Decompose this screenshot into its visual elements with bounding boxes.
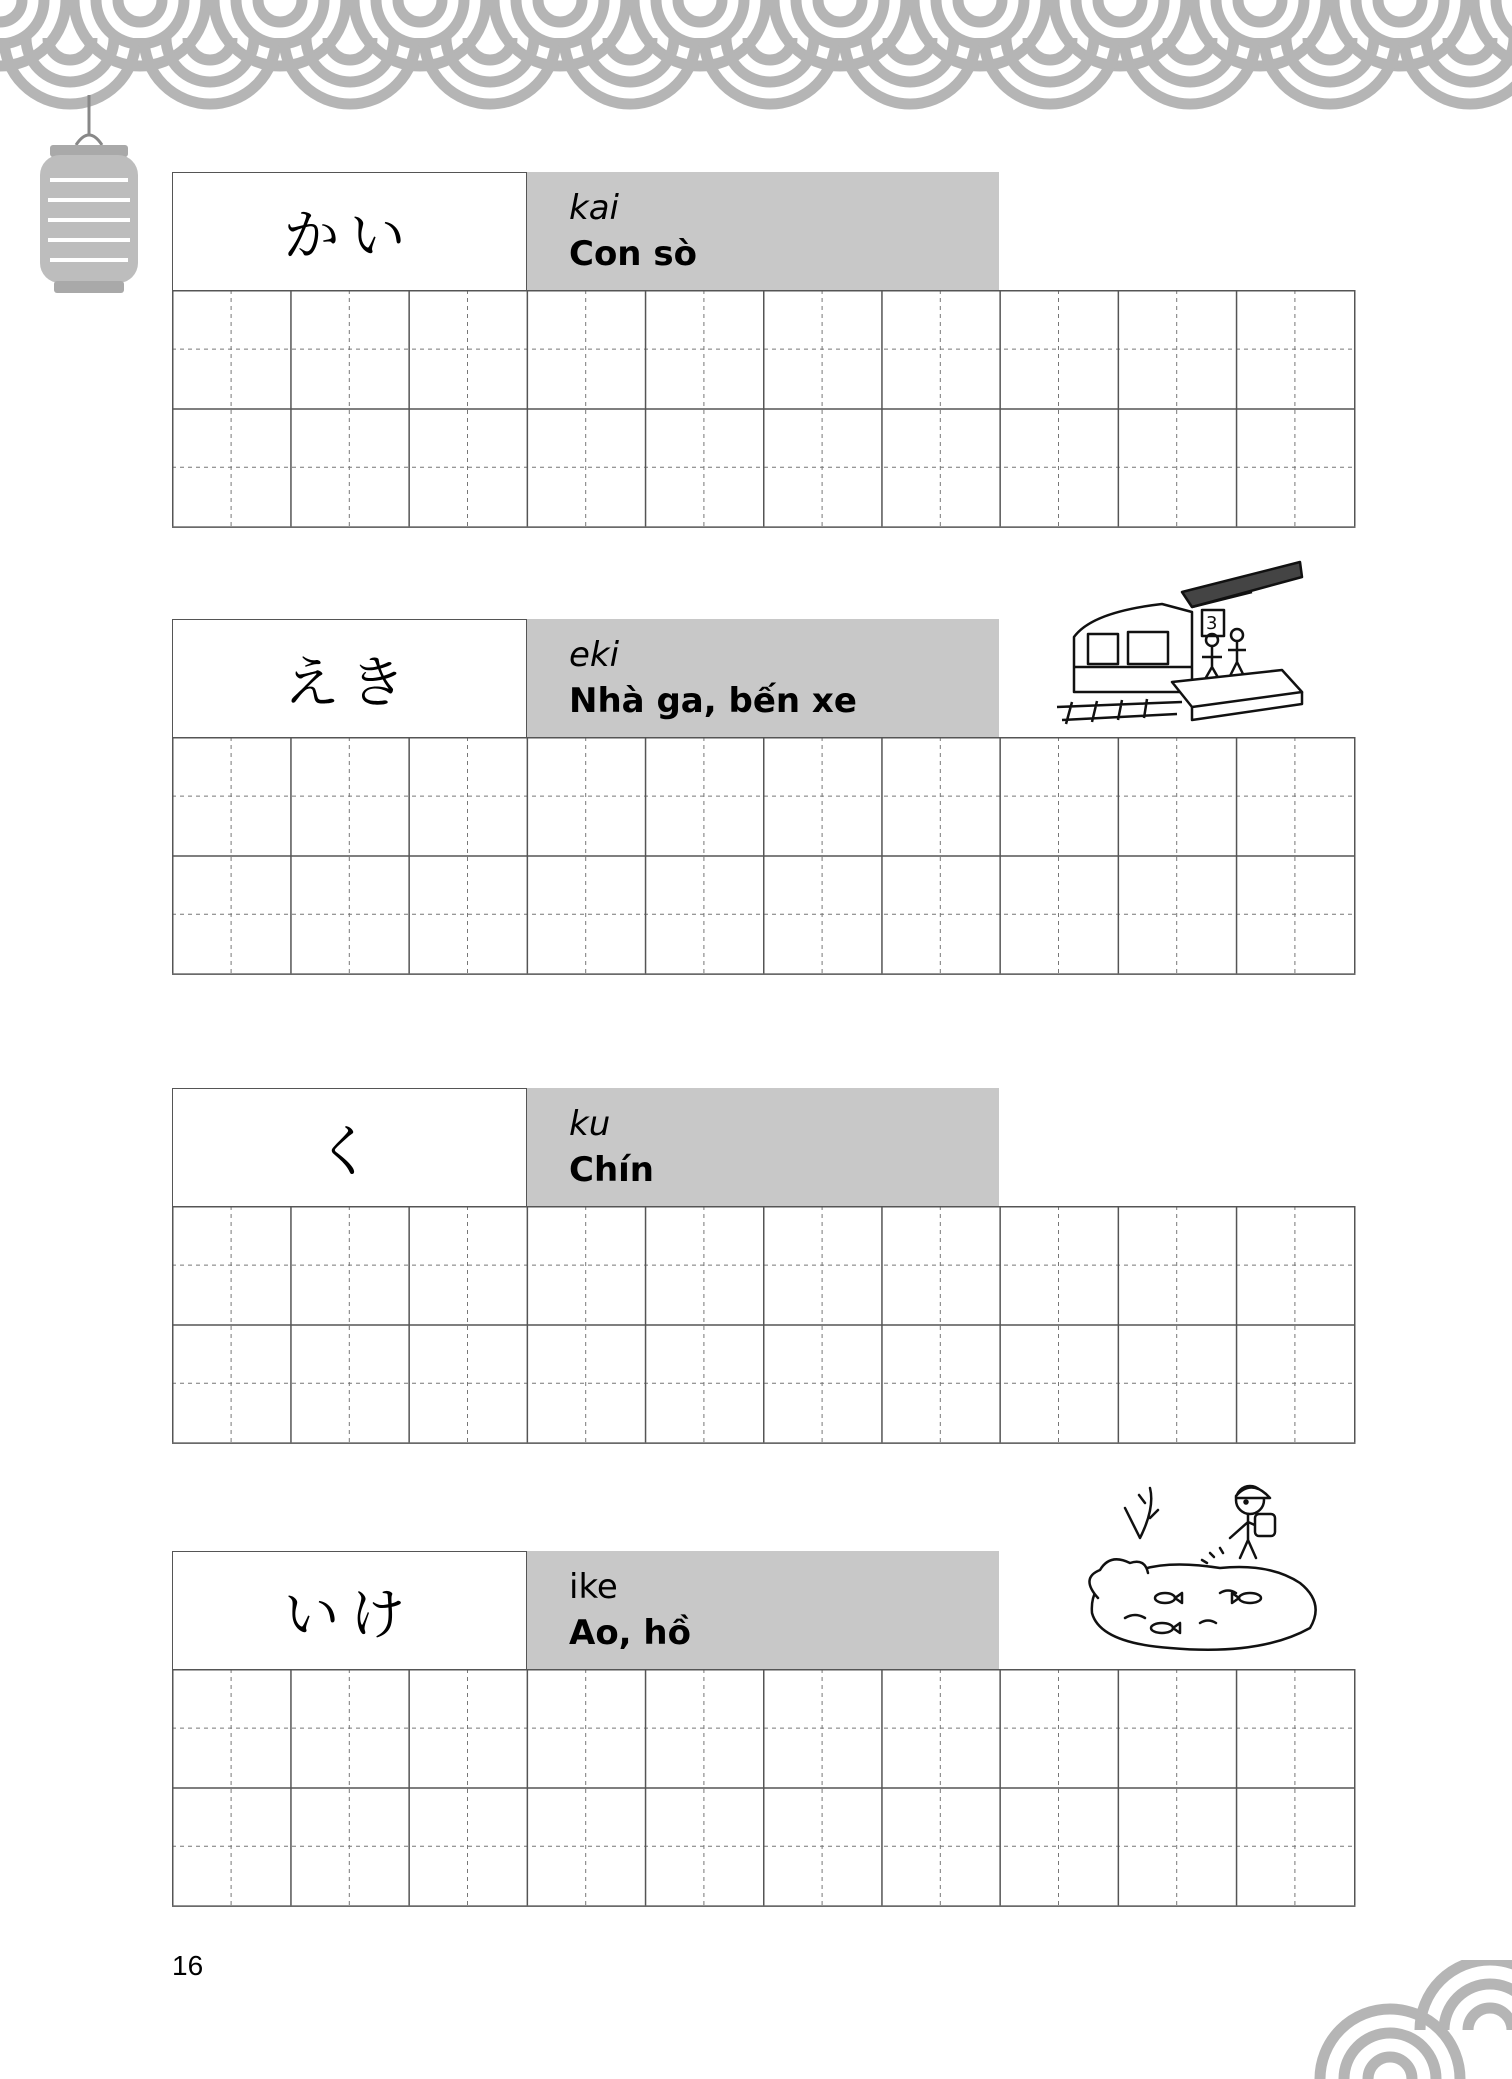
- wave-arc: [1378, 0, 1422, 22]
- bottom-wave-decoration: [1300, 1960, 1512, 2079]
- lantern-icon: [36, 95, 142, 301]
- wave-arc: [958, 0, 1002, 22]
- wave-arc: [1496, 0, 1512, 44]
- svg-text:3: 3: [1206, 613, 1218, 634]
- wave-arc: [818, 0, 862, 22]
- wave-arc: [118, 0, 162, 22]
- word-info-box: [527, 172, 999, 290]
- page-number: 16: [172, 1950, 204, 1981]
- romaji-reading: eki: [569, 635, 620, 675]
- romaji-reading: ike: [569, 1567, 618, 1607]
- vietnamese-meaning: Con sò: [569, 234, 697, 274]
- kana-word: えき: [172, 619, 527, 737]
- pond-illustration: [1070, 1478, 1326, 1656]
- vietnamese-meaning: Ao, hồ: [569, 1613, 691, 1653]
- word-info-box: [527, 1551, 999, 1669]
- wave-arc: [1098, 0, 1142, 22]
- writing-practice-grid[interactable]: [172, 1206, 1356, 1444]
- kana-word: く: [172, 1088, 527, 1206]
- wave-arc: [398, 0, 442, 22]
- wave-arc: [538, 0, 582, 22]
- writing-practice-grid[interactable]: [172, 737, 1356, 975]
- vietnamese-meaning: Nhà ga, bến xe: [569, 681, 857, 721]
- writing-practice-grid[interactable]: [172, 290, 1356, 528]
- top-wave-decoration: [0, 0, 1512, 120]
- wave-arc: [258, 0, 302, 22]
- vocab-card-kai: [172, 172, 1354, 528]
- kana-word: いけ: [172, 1551, 527, 1669]
- word-info-box: [527, 1088, 999, 1206]
- wave-arc: [0, 0, 22, 22]
- romaji-reading: ku: [569, 1104, 611, 1144]
- vocab-card-ku: [172, 1088, 1354, 1444]
- writing-practice-grid[interactable]: [172, 1669, 1356, 1907]
- wave-arc: [678, 0, 722, 22]
- kana-word: かい: [172, 172, 527, 290]
- wave-arc: [1238, 0, 1282, 22]
- word-info-box: [527, 619, 999, 737]
- train-station-illustration: [1052, 552, 1304, 734]
- vietnamese-meaning: Chín: [569, 1150, 655, 1190]
- romaji-reading: kai: [569, 188, 619, 228]
